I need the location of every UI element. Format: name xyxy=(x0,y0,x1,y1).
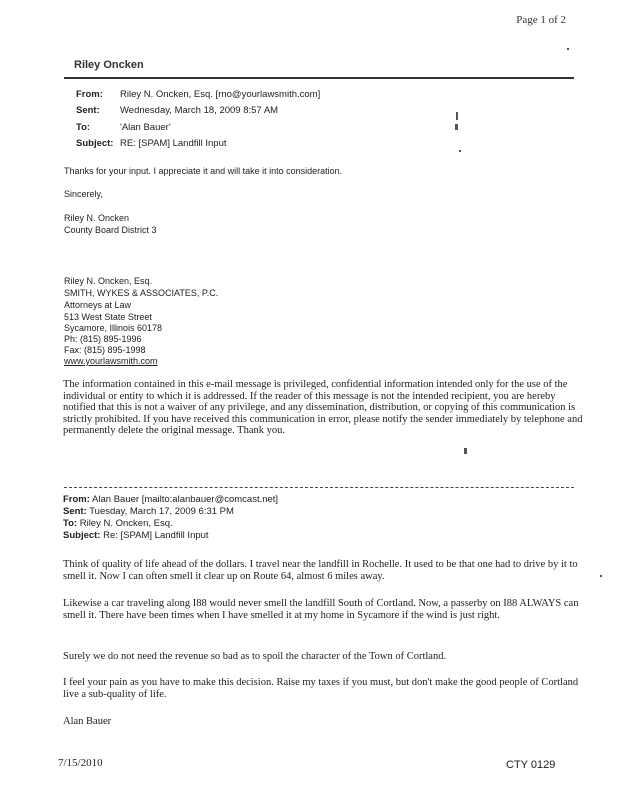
message-paragraph: Likewise a car traveling along I88 would never smell the landfill South of Cortland. Now, a passerby on I88 ALWAYS can smell it. There have been times when I have smelled it at my home in Sycamore if the wind is just right. xyxy=(63,598,579,621)
forwarded-sent-value: Tuesday, March 17, 2009 6:31 PM xyxy=(89,506,234,517)
subject-value: RE: [SPAM] Landfill Input xyxy=(120,138,227,149)
confidentiality-disclaimer: The information contained in this e-mail message is privileged, confidential information intended only for the use of the individual or entity to which it is addressed. If the reader of this message is not the intended recipient, you are hereby notified that this is not a waiver of any privilege, and any dissemination, distribution, or copying of this communication is strictly prohibited. If you have received this communication in error, please notify the sender immediately by telephone and permanently delete the original message. Thank you. xyxy=(63,379,583,437)
signature-address: 513 West State Street xyxy=(64,312,152,322)
header-rule xyxy=(64,77,574,79)
forwarded-to-label: To: xyxy=(63,518,78,529)
signature-firm: SMITH, WYKES & ASSOCIATES, P.C. xyxy=(64,288,219,298)
reply-signature-title: County Board District 3 xyxy=(64,225,157,235)
footer-document-code: CTY 0129 xyxy=(506,759,556,771)
message-paragraph: I feel your pain as you have to make this decision. Raise my taxes if you must, but don't make the good people of Cortland live a sub-quality of life. xyxy=(63,677,579,700)
message-signoff: Alan Bauer xyxy=(63,716,112,727)
forwarded-sent xyxy=(63,506,234,517)
to-value: 'Alan Bauer' xyxy=(120,122,171,133)
from-label: From: xyxy=(76,89,103,100)
reply-closing: Sincerely, xyxy=(64,189,103,199)
forwarded-sent-label: Sent: xyxy=(63,506,87,517)
reply-body: Thanks for your input. I appreciate it and will take it into consideration. xyxy=(64,166,343,176)
subject-label: Subject: xyxy=(76,138,114,149)
forwarded-from xyxy=(63,494,278,505)
forwarded-from-value: Alan Bauer [mailto:alanbauer@comcast.net] xyxy=(92,494,279,505)
message-paragraph: Surely we do not need the revenue so bad as to spoil the character of the Town of Cortland. xyxy=(63,651,447,662)
to-label: To: xyxy=(76,122,91,133)
forwarded-subject-value: Re: [SPAM] Landfill Input xyxy=(103,530,209,541)
signature-fax: Fax: (815) 895-1998 xyxy=(64,345,146,355)
from-value: Riley N. Oncken, Esq. [rno@yourlawsmith.com] xyxy=(120,89,321,100)
forwarded-from-label: From: xyxy=(63,494,90,505)
forwarded-subject-label: Subject: xyxy=(63,530,101,541)
signature-phone: Ph: (815) 895-1996 xyxy=(64,334,142,344)
scan-speck xyxy=(459,150,461,152)
signature-line: Riley N. Oncken, Esq. xyxy=(64,276,153,286)
scan-speck xyxy=(567,48,569,50)
footer-date: 7/15/2010 xyxy=(58,757,103,769)
message-paragraph: Think of quality of life ahead of the dollars. I travel near the landfill in Rochelle. It used to be that one had to drive by it to smell it. Now I can often smell it clear up on Route 64, almost 6 miles away. xyxy=(63,559,578,582)
forwarded-subject xyxy=(63,530,209,541)
forwarded-to xyxy=(63,518,173,529)
signature-city: Sycamore, Illinois 60178 xyxy=(64,323,163,333)
page-number: Page 1 of 2 xyxy=(516,14,566,26)
scan-speck xyxy=(456,112,458,120)
scan-speck xyxy=(455,124,458,130)
forwarded-to-value: Riley N. Oncken, Esq. xyxy=(79,518,173,529)
signature-website-link[interactable]: www.yourlawsmith.com xyxy=(64,356,158,366)
sent-label: Sent: xyxy=(76,105,100,116)
sent-value: Wednesday, March 18, 2009 8:57 AM xyxy=(120,105,279,116)
reply-signature-name: Riley N. Oncken xyxy=(64,213,130,223)
signature-line: Attorneys at Law xyxy=(64,300,132,310)
scan-speck xyxy=(464,448,467,454)
forward-divider xyxy=(64,487,574,488)
sender-name: Riley Oncken xyxy=(74,59,144,71)
scan-speck xyxy=(600,575,602,577)
